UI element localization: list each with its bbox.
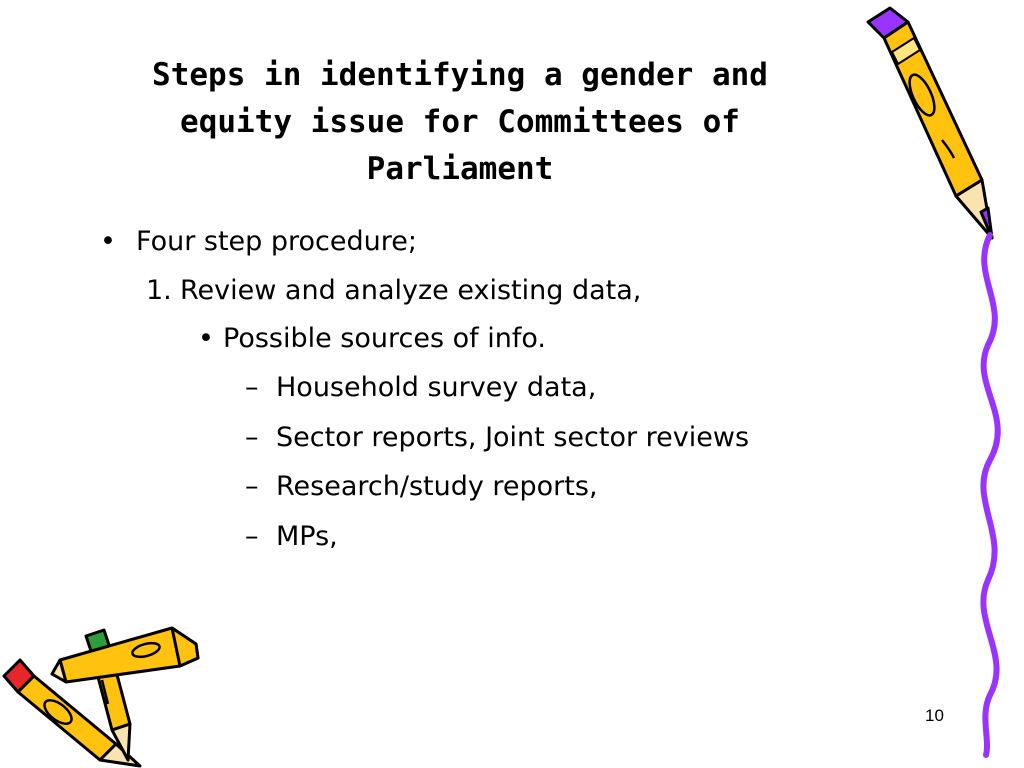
dash-item-text: MPs, <box>276 521 338 552</box>
bullet-text: Possible sources of info. <box>223 323 546 354</box>
number-marker: 1. <box>146 275 172 306</box>
bullet-text: Four step procedure; <box>136 226 417 257</box>
crossed-pencils-icon <box>0 620 210 768</box>
bullet-level-3 <box>198 323 546 355</box>
bullet-marker: • <box>198 323 214 354</box>
squiggle-line <box>960 235 1020 755</box>
dash-item-text: Sector reports, Joint sector reviews <box>276 422 750 453</box>
dash-item <box>245 521 338 553</box>
dash-item <box>245 471 598 503</box>
numbered-item <box>146 275 641 307</box>
dash-marker: – <box>245 521 259 552</box>
dash-marker: – <box>245 422 259 453</box>
dash-item-text: Research/study reports, <box>276 471 598 502</box>
page-number: 10 <box>925 706 944 725</box>
bullet-level-1 <box>100 226 417 258</box>
dash-marker: – <box>245 471 259 502</box>
dash-item-text: Household survey data, <box>276 372 597 403</box>
bullet-marker: • <box>100 226 116 257</box>
pencil-icon <box>850 0 1000 250</box>
slide-title: Steps in identifying a gender and equity issue for Committees of Parliament <box>152 57 768 187</box>
dash-item <box>245 372 596 404</box>
numbered-item-text: Review and analyze existing data, <box>180 275 642 306</box>
dash-item <box>245 422 749 454</box>
dash-marker: – <box>245 372 259 403</box>
